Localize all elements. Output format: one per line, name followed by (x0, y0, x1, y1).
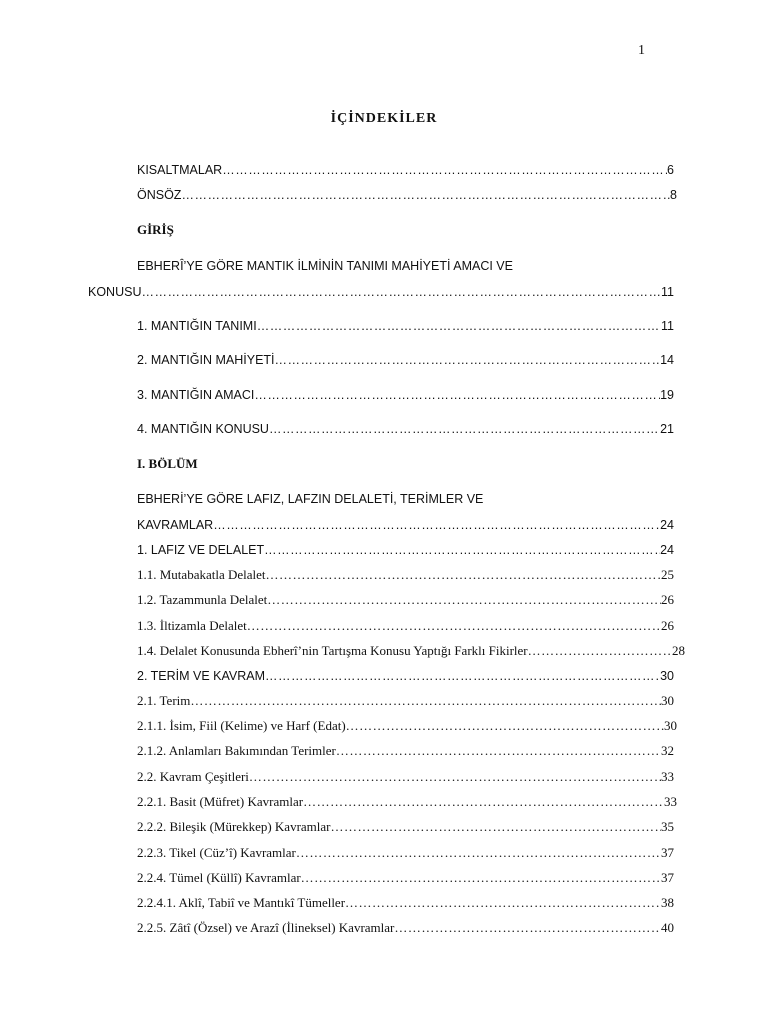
toc-leader-dots (331, 819, 661, 835)
toc-entry-label: 1. LAFIZ VE DELALET (137, 543, 265, 557)
toc-entry-label: 2.2. Kavram Çeşitleri (137, 769, 249, 784)
section-heading: GİRİŞ (137, 222, 174, 237)
toc-entry-label: 2.2.5. Zâtî (Özsel) ve Arazî (İlineksel) Kavramlar (137, 920, 395, 935)
toc-entry[interactable] (137, 718, 677, 734)
toc-entry-page: 14 (660, 353, 674, 367)
toc-entry-page: 33 (664, 794, 677, 809)
toc-entry[interactable] (88, 284, 674, 300)
toc-entry-label: KONUSU (88, 285, 142, 299)
toc-entry[interactable] (137, 895, 674, 911)
toc-entry-label: 1.3. İltizamla Delalet (137, 618, 247, 633)
toc-entry-label: KAVRAMLAR (137, 518, 214, 532)
toc-leader-dots (181, 187, 670, 203)
toc-entry-page: 24 (660, 518, 674, 532)
toc-entry-page: 28 (672, 643, 685, 658)
toc-leader-dots (303, 794, 664, 810)
toc-entry[interactable] (137, 567, 674, 583)
toc-entry-label: 1. MANTIĞIN TANIMI (137, 319, 257, 333)
toc-entry-label: 2.2.2. Bileşik (Mürekkep) Kavramlar (137, 819, 331, 834)
toc-entry-label: 2. TERİM VE KAVRAM (137, 669, 266, 683)
toc-entry[interactable] (137, 517, 674, 533)
toc-entry-label: EBHERİ’YE GÖRE LAFIZ, LAFZIN DELALETİ, TERİMLER VE (137, 492, 484, 506)
toc-leader-dots (222, 162, 667, 178)
toc-leader-dots (266, 567, 661, 583)
toc-entry[interactable] (137, 162, 674, 178)
toc-leader-dots (190, 693, 661, 709)
toc-leader-dots (345, 895, 661, 911)
toc-entry-label: 1.1. Mutabakatla Delalet (137, 567, 266, 582)
toc-entry[interactable] (137, 618, 674, 634)
toc-entry-page: 38 (661, 895, 674, 910)
toc-entry-page: 35 (661, 819, 674, 834)
toc-entry-page: 26 (661, 592, 674, 607)
toc-entry-label: 2.2.4. Tümel (Küllî) Kavramlar (137, 870, 301, 885)
toc-leader-dots (257, 318, 661, 334)
toc-entry[interactable] (137, 870, 674, 886)
toc-leader-dots (247, 618, 661, 634)
section-heading: I. BÖLÜM (137, 456, 198, 471)
toc-entry[interactable] (137, 352, 674, 368)
toc-entry-page: 6 (667, 163, 674, 177)
toc-leader-dots (141, 284, 661, 300)
toc-entry-label: 3. MANTIĞIN AMACI (137, 388, 255, 402)
toc-leader-dots (267, 592, 661, 608)
toc-entry-label: 2.2.4.1. Aklî, Tabiî ve Mantıkî Tümeller (137, 895, 346, 910)
toc-entry-page: 37 (661, 870, 674, 885)
toc-entry[interactable] (137, 592, 674, 608)
toc-entry-label: 4. MANTIĞIN KONUSU (137, 422, 269, 436)
toc-entry-label: 2.1.2. Anlamları Bakımından Terimler (137, 743, 336, 758)
toc-entry-label: 2. MANTIĞIN MAHİYETİ (137, 353, 275, 367)
toc-entry[interactable] (137, 421, 674, 437)
toc-leader-dots (254, 387, 660, 403)
toc-entry-label: EBHERÎ’YE GÖRE MANTIK İLMİNİN TANIMI MAHİYETİ AMACI VE (137, 259, 513, 273)
toc-entry-label: ÖNSÖZ (137, 188, 182, 202)
toc-entry-page: 24 (660, 543, 674, 557)
toc-entry-page: 25 (661, 567, 674, 582)
toc-entry[interactable] (137, 743, 674, 759)
toc-entry[interactable] (137, 187, 677, 203)
toc-entry[interactable] (137, 542, 674, 558)
toc-entry-page: 33 (661, 769, 674, 784)
toc-leader-dots (275, 352, 661, 368)
toc-entry-page: 26 (661, 618, 674, 633)
toc-entry[interactable] (137, 845, 674, 861)
toc-entry-page: 40 (661, 920, 674, 935)
toc-entry-label: 2.2.1. Basit (Müfret) Kavramlar (137, 794, 304, 809)
toc-leader-dots (265, 668, 660, 684)
toc-leader-dots (336, 743, 661, 759)
toc-leader-dots (394, 920, 661, 936)
toc-entry[interactable] (137, 920, 674, 936)
toc-entry[interactable] (137, 668, 674, 684)
toc-entry-page: 32 (661, 743, 674, 758)
toc-leader-dots (269, 421, 660, 437)
toc-entry[interactable] (137, 794, 677, 810)
toc-leader-dots (346, 718, 664, 734)
toc-entry-page: 30 (661, 693, 674, 708)
toc-entry-page: 11 (661, 285, 674, 299)
toc-entry-label: 1.2. Tazammunla Delalet (137, 592, 268, 607)
toc-entry-page: 21 (660, 422, 674, 436)
toc-entry-page: 8 (670, 188, 677, 202)
toc-entry[interactable] (137, 693, 674, 709)
toc-leader-dots (528, 643, 672, 659)
page-number: 1 (638, 43, 645, 58)
page-title: İÇİNDEKİLER (330, 111, 438, 126)
toc-entry[interactable] (137, 819, 674, 835)
toc-entry-label: 2.1. Terim (137, 693, 191, 708)
toc-entry-label: 1.4. Delalet Konusunda Ebherî’nin Tartışma Konusu Yaptığı Farklı Fikirler (137, 643, 528, 658)
toc-entry-page: 30 (660, 669, 674, 683)
toc-entry[interactable] (137, 387, 674, 403)
toc-leader-dots (249, 769, 661, 785)
toc-entry-label: KISALTMALAR (137, 163, 223, 177)
toc-entry-page: 37 (661, 845, 674, 860)
toc-leader-dots (301, 870, 661, 886)
toc-entry-label: 2.1.1. İsim, Fiil (Kelime) ve Harf (Edat) (137, 718, 346, 733)
toc-leader-dots (264, 542, 660, 558)
toc-entry-label: 2.2.3. Tikel (Cüz’î) Kavramlar (137, 845, 296, 860)
toc-entry[interactable] (137, 769, 674, 785)
toc-leader-dots (296, 845, 661, 861)
toc-entry-page: 30 (664, 718, 677, 733)
toc-entry[interactable] (137, 643, 685, 659)
toc-leader-dots (213, 517, 660, 533)
toc-entry-page: 19 (660, 388, 674, 402)
toc-entry[interactable] (137, 318, 674, 334)
toc-entry-page: 11 (661, 319, 674, 333)
